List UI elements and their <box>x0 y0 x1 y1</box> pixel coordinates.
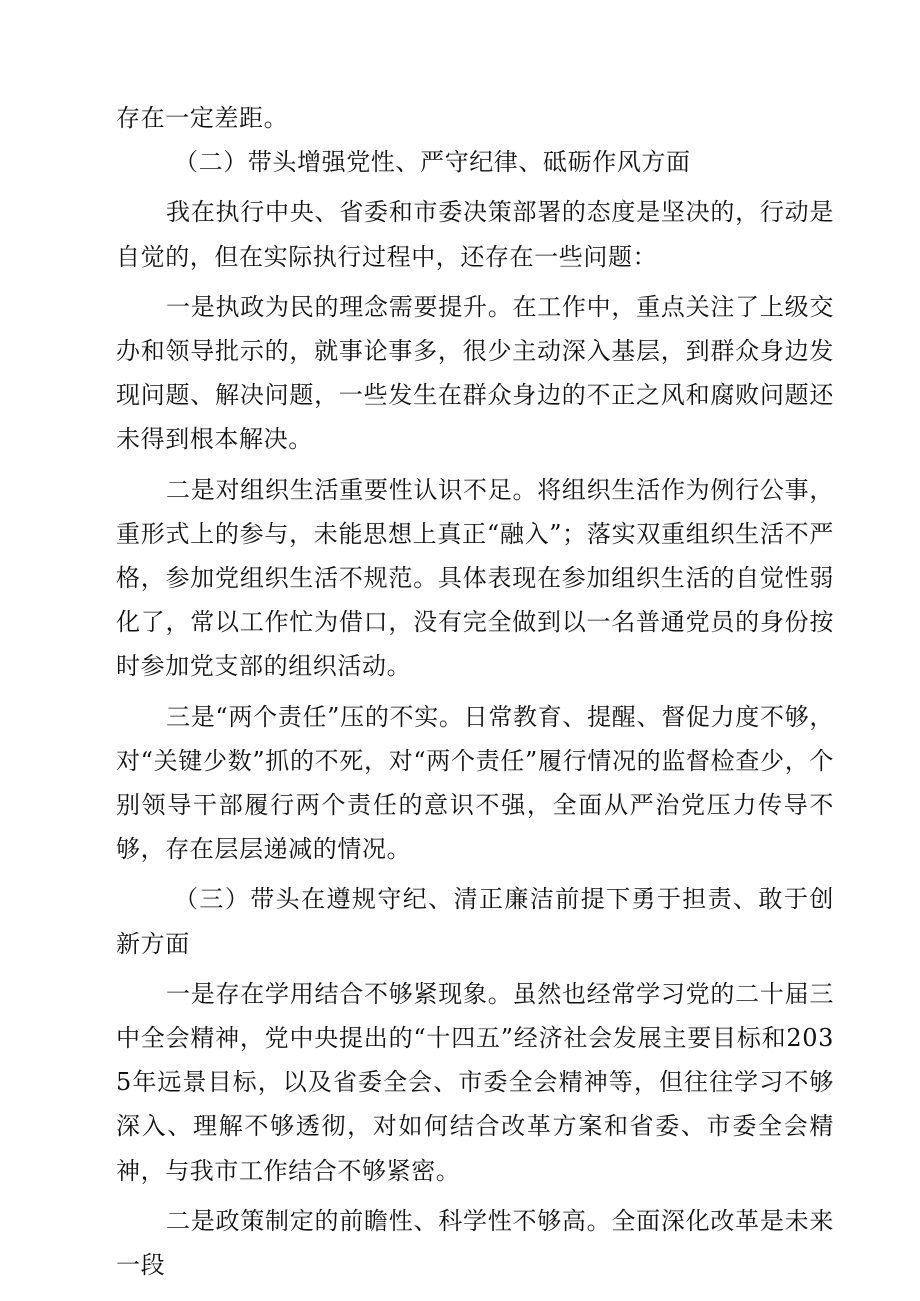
paragraph-continuation: 存在一定差距。 <box>116 104 289 132</box>
paragraph-point-2: 二是对组织生活重要性认识不足。将组织生活作为例行公事，重形式上的参与，未能思想上真正“融入”；落实双重组织生活不严格，参加党组织生活不规范。具体表现在参加组织生活的自觉性弱化了，常以工作忙为借口，没有完全做到以一名普通党员的身份按时参加党支部的组织活动。 <box>116 475 834 681</box>
paragraph-point-5: 二是政策制定的前瞻性、科学性不够高。全面深化改革是未来一段 <box>116 1206 834 1280</box>
paragraph-point-1: 一是执政为民的理念需要提升。在工作中，重点关注了上级交办和领导批示的，就事论事多，很少主动深入基层，到群众身边发现问题、解决问题，一些发生在群众身边的不正之风和腐败问题还未得到根本解决。 <box>116 292 834 454</box>
paragraph-intro: 我在执行中央、省委和市委决策部署的态度是坚决的，行动是自觉的，但在实际执行过程中，还存在一些问题： <box>116 198 834 271</box>
document-body <box>116 96 834 1287</box>
section-heading-3: （三）带头在遵规守纪、清正廉洁前提下勇于担责、敢于创新方面 <box>116 885 834 958</box>
paragraph-point-4: 一是存在学用结合不够紧现象。虽然也经常学习党的二十届三中全会精神，党中央提出的“十四五”经济社会发展主要目标和2035年远景目标，以及省委全会、市委全会精神等，但往往学习不够深入、理解不够透彻，对如何结合改革方案和省委、市委全会精神，与我市工作结合不够紧密。 <box>116 979 834 1185</box>
paragraph-point-3: 三是“两个责任”压的不实。日常教育、提醒、督促力度不够，对“关键少数”抓的不死，对“两个责任”履行情况的监督检查少，个别领导干部履行两个责任的意识不强，全面从严治党压力传导不够，存在层层递减的情况。 <box>116 702 834 864</box>
section-heading-2: （二）带头增强党性、严守纪律、砥砺作风方面 <box>174 148 691 177</box>
